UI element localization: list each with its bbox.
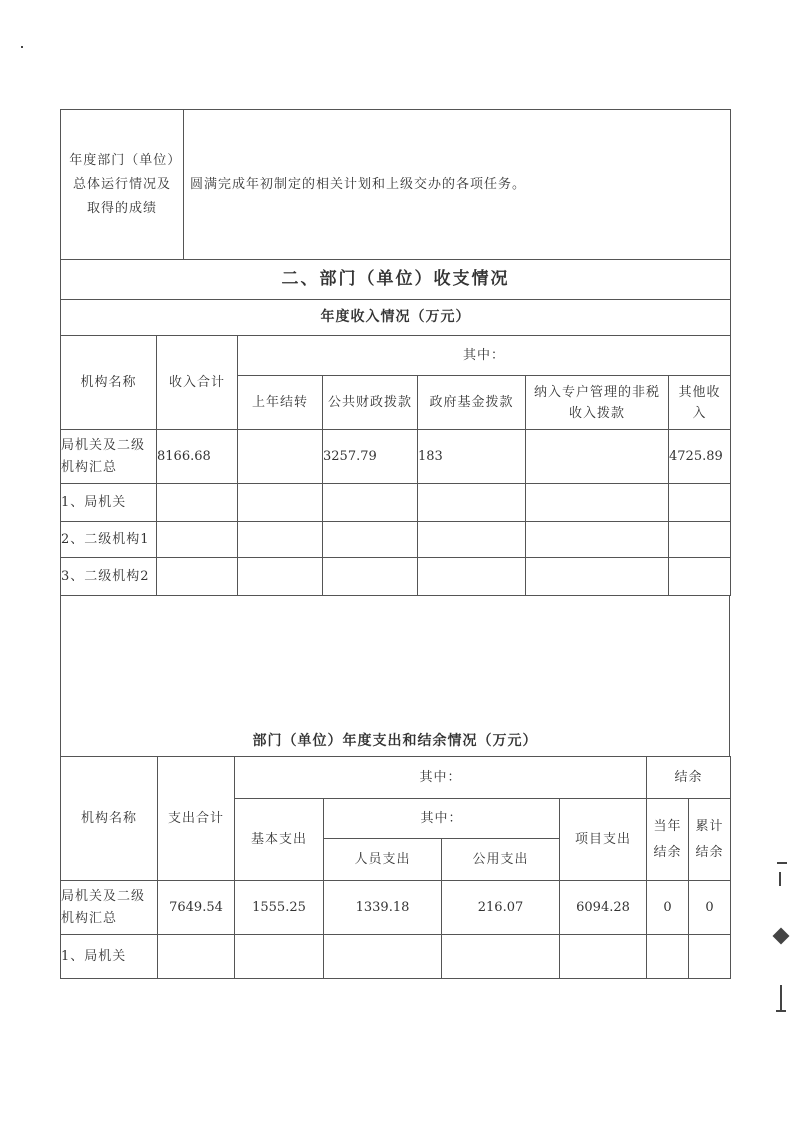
spending-header-among2: 其中： <box>324 799 560 839</box>
income-row-fiscal <box>323 484 418 522</box>
table-row <box>61 484 731 522</box>
spending-row-total <box>158 935 235 979</box>
table-row <box>61 558 731 596</box>
edge-mark <box>776 1010 786 1012</box>
spending-row-basic: 1555.25 <box>235 881 324 935</box>
table-row <box>61 430 731 484</box>
income-row-nontax <box>526 558 669 596</box>
income-header-other: 其他收入 <box>669 376 731 430</box>
income-row-other <box>669 484 731 522</box>
spending-row-basic <box>235 935 324 979</box>
income-row-other <box>669 558 731 596</box>
income-row-total: 8166.68 <box>157 430 238 484</box>
income-row-fund <box>418 558 526 596</box>
table-row <box>61 935 731 979</box>
income-header-total: 收入合计 <box>157 336 238 430</box>
spending-row-total: 7649.54 <box>158 881 235 935</box>
spending-title: 部门（单位）年度支出和结余情况（万元） <box>252 733 538 749</box>
income-header-fiscal: 公共财政拨款 <box>323 376 418 430</box>
spending-row-org: 局机关及二级机构汇总 <box>61 881 158 935</box>
income-header-org: 机构名称 <box>61 336 157 430</box>
spending-row-cumulative <box>689 935 731 979</box>
income-row-fiscal <box>323 522 418 558</box>
income-row-fund: 183 <box>418 430 526 484</box>
edge-mark <box>773 928 790 945</box>
spending-table <box>60 756 731 979</box>
income-row-carryover <box>238 430 323 484</box>
income-row-org: 1、局机关 <box>61 484 157 522</box>
income-header-among: 其中： <box>238 336 731 376</box>
income-title: 年度收入情况（万元） <box>61 300 731 336</box>
table-row <box>61 522 731 558</box>
spending-header-personnel: 人员支出 <box>324 839 442 881</box>
spending-row-public: 216.07 <box>442 881 560 935</box>
spending-header-basic: 基本支出 <box>235 799 324 881</box>
spending-header-among: 其中： <box>235 757 647 799</box>
income-row-carryover <box>238 522 323 558</box>
income-header-carryover: 上年结转 <box>238 376 323 430</box>
income-row-org: 2、二级机构1 <box>61 522 157 558</box>
scan-speck <box>21 46 23 48</box>
income-row-total <box>157 484 238 522</box>
income-row-org: 3、二级机构2 <box>61 558 157 596</box>
spending-row-personnel <box>324 935 442 979</box>
spending-row-org: 1、局机关 <box>61 935 158 979</box>
income-row-total <box>157 522 238 558</box>
overview-table <box>60 109 731 300</box>
spending-header-project: 项目支出 <box>560 799 647 881</box>
spending-header-cumulative: 累计结余 <box>689 799 731 881</box>
spending-header-total: 支出合计 <box>158 757 235 881</box>
spending-row-current: 0 <box>647 881 689 935</box>
income-table <box>60 299 731 596</box>
section-title: 二、部门（单位）收支情况 <box>61 260 731 300</box>
income-row-fiscal: 3257.79 <box>323 430 418 484</box>
spending-row-personnel: 1339.18 <box>324 881 442 935</box>
income-row-org: 局机关及二级机构汇总 <box>61 430 157 484</box>
income-row-nontax <box>526 430 669 484</box>
spending-header-balance: 结余 <box>647 757 731 799</box>
overview-content: 圆满完成年初制定的相关计划和上级交办的各项任务。 <box>184 110 731 260</box>
table-row <box>61 881 731 935</box>
spending-row-project: 6094.28 <box>560 881 647 935</box>
spending-row-cumulative: 0 <box>689 881 731 935</box>
income-row-total <box>157 558 238 596</box>
spending-header-public: 公用支出 <box>442 839 560 881</box>
income-row-fiscal <box>323 558 418 596</box>
spending-header-current: 当年结余 <box>647 799 689 881</box>
spending-header-org: 机构名称 <box>61 757 158 881</box>
spending-row-project <box>560 935 647 979</box>
edge-mark <box>780 985 782 1011</box>
spending-row-public <box>442 935 560 979</box>
income-row-other <box>669 522 731 558</box>
overview-label: 年度部门（单位）总体运行情况及取得的成绩 <box>61 110 184 260</box>
income-row-nontax <box>526 484 669 522</box>
edge-mark <box>779 872 781 886</box>
income-row-carryover <box>238 484 323 522</box>
income-row-other: 4725.89 <box>669 430 731 484</box>
income-row-carryover <box>238 558 323 596</box>
income-row-fund <box>418 484 526 522</box>
income-row-nontax <box>526 522 669 558</box>
income-row-fund <box>418 522 526 558</box>
income-header-fund: 政府基金拨款 <box>418 376 526 430</box>
edge-mark <box>777 862 787 864</box>
income-header-nontax: 纳入专户管理的非税收入拨款 <box>526 376 669 430</box>
spending-row-current <box>647 935 689 979</box>
